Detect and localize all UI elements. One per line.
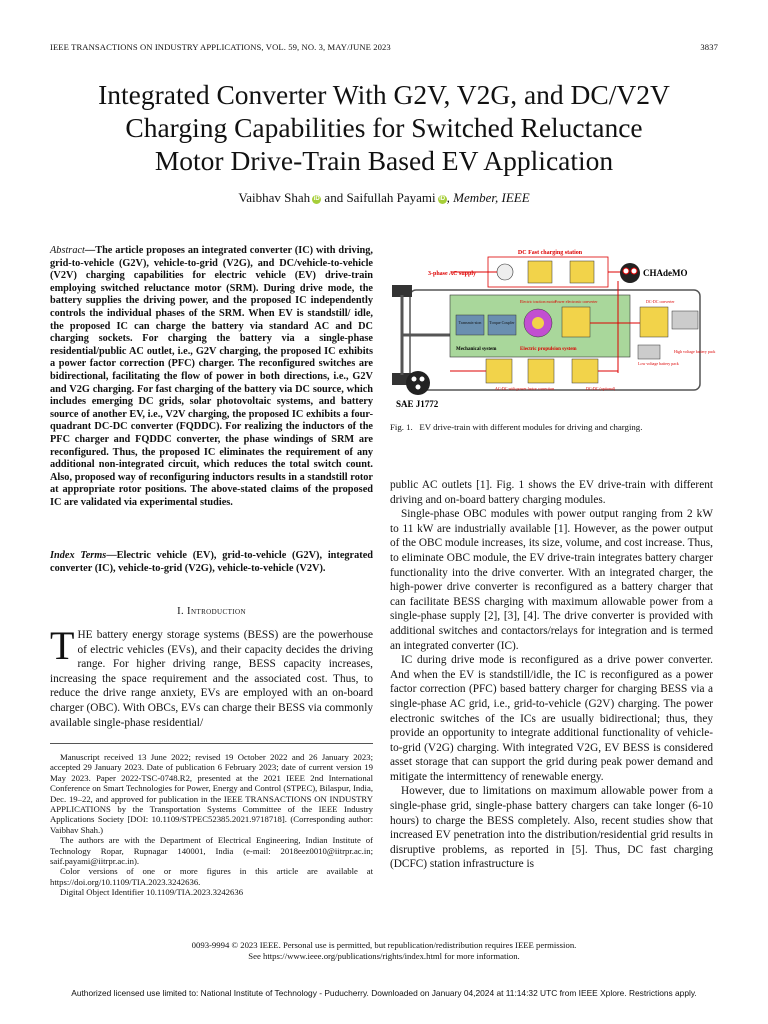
figure-label: Transmis-sion — [458, 320, 482, 325]
copyright-line: 0093-9994 © 2023 IEEE. Personal use is permitted, but republication/redistribution requires IEEE permission. — [191, 940, 577, 950]
title-line: Integrated Converter With G2V, V2G, and DC/V2V — [98, 79, 670, 110]
intro-paragraph — [50, 623, 373, 730]
index-terms — [50, 550, 373, 575]
author-name[interactable]: Saifullah Payami — [346, 190, 436, 205]
figure-label: Electric traction motor — [519, 299, 557, 304]
intro-text: battery energy storage systems (BESS) are the powerhouse of electric vehicles (EVs), and their capacity decides the driving range. For higher driving range, BESS capacity increases, increasing the space requirement and the associated cost. Thus, to reduce the drive range anxiety, EVs are employed with an on-board charger (OBC). With OBCs, EVs can charge their BESS via commonly available single-phase residential/ — [50, 629, 373, 729]
section-title: Introduction — [187, 606, 246, 617]
index-terms-text: —Electric vehicle (EV), grid-to-vehicle (G2V), integrated converter (IC), vehicle-to-grid (V2G), vehicle-to-vehicle (V2V). — [50, 550, 374, 574]
author-membership: , Member, IEEE — [446, 190, 530, 205]
figure-label: Torque Coupler — [489, 320, 515, 325]
intro-first-word: HE — [77, 629, 93, 641]
figure-caption-label: Fig. 1. — [390, 422, 413, 432]
footnote: Digital Object Identifier 10.1109/TIA.2023.3242636 — [60, 887, 244, 898]
copyright-line[interactable]: See https://www.ieee.org/publications/rights/index.html for more information. — [248, 951, 520, 961]
figure-label: Electric propulsion system — [520, 347, 577, 352]
figure-label: Power electronic converter — [554, 299, 598, 304]
section-number: I. — [177, 606, 185, 617]
paragraph: Single-phase OBC modules with power output ranging from 2 kW to 11 kW are industrially available [1]. However, as the power output of the OBC module increases, its size, volume, and cost increase. Thus, to eliminate OBC module, the EV drive-train integrates battery charger functionality into the drive converter. With an integrated charger, the high-power drive converter is reconfigured as a battery charger that can facilitate BESS charging with maximum allowable power from a single-phase supply [2], [3], [4]. The drive converter is provided with additional switches and contactors/relays for integration and is termed an integrated converter (IC). — [390, 508, 713, 652]
index-terms-label: Index Terms — [50, 550, 107, 561]
author-name[interactable]: Vaibhav Shah — [238, 190, 311, 205]
paragraph: public AC outlets [1]. Fig. 1 shows the EV drive-train with different driving and on-board battery charging modules. — [390, 479, 713, 506]
journal-header: IEEE TRANSACTIONS ON INDUSTRY APPLICATIONS, VOL. 59, NO. 3, MAY/JUNE 2023 — [50, 42, 391, 52]
figure-label: DC-DC (optional) — [586, 386, 616, 391]
figure-label: DC-DC converter — [646, 299, 675, 304]
page-number: 3837 — [700, 42, 718, 52]
license-notice: Authorized licensed use limited to: National Institute of Technology - Puducherry. Downloaded on January 04,2024 at 11:14:32 UTC from IEEE Xplore. Restrictions apply. — [71, 988, 697, 998]
figure-label: Mechanical system — [456, 347, 497, 352]
title-line: Motor Drive-Train Based EV Application — [154, 145, 614, 176]
author-line — [40, 190, 728, 206]
footnotes — [50, 752, 373, 898]
abstract-label: Abstract — [50, 245, 85, 256]
paragraph: IC during drive mode is reconfigured as a drive power converter. And when the EV is standstill/idle, the IC is reconfigured as a power factor correction (PFC) based battery charger for charging BESS via a single-phase AC grid, i.e., grid-to-vehicle (G2V) charging. The power electronic switches of the ICs are usually bidirectional; thus, they provide an opportunity to integrate additional functionality of vehicle-to-grid (V2G) charging. With integrated V2G, EV BESS is considered asset storage that can support the grid during peak power demand and mitigate the intermittency of renewable energy. — [390, 654, 713, 783]
figure-label: AC-DC with power factor correction — [495, 386, 555, 391]
paper-title — [40, 78, 728, 177]
figure-caption-text: EV drive-train with different modules for driving and charging. — [419, 422, 643, 432]
drop-cap: T — [50, 623, 75, 668]
figure-label: SAE J1772 — [396, 399, 439, 409]
section-heading — [50, 606, 373, 617]
footnote: The authors are with the Department of Electrical Engineering, Indian Institute of Technology Ropar, Rupnagar 140001, India (e-mail: 2018eez0010@iitrpr.ac.in; saif.payami@iitrpr.ac.in). — [50, 835, 373, 867]
footnote-divider — [50, 743, 373, 744]
author-separator: and — [321, 190, 347, 205]
abstract — [50, 245, 373, 509]
orcid-icon[interactable]: iD — [313, 196, 320, 202]
footnote: Color versions of one or more figures in this article are available at https://doi.org/10.1109/TIA.2023.3242636. — [50, 866, 373, 887]
figure-caption — [390, 422, 642, 432]
title-line: Charging Capabilities for Switched Reluctance — [125, 112, 643, 143]
footnote: Manuscript received 13 June 2022; revised 19 October 2022 and 26 January 2023; accepted 29 January 2023. Date of publication 6 February 2023; date of current version 19 May 2023. Paper 2022-TSC-0748.R2, presented at the 2021 IEEE 2nd International Conference on Smart Technologies for Power, Energy and Control (STPEC), Bilaspur, India, Dec. 19–22, and approved for publication in the IEEE TRANSACTIONS ON INDUSTRY APPLICATIONS by the Transportation Systems Committee of the IEEE Industry Applications Society [DOI: 10.1109/STPEC52385.2021.9718718]. (Corresponding author: Vaibhav Shah.) — [50, 752, 373, 835]
figure-label: DC Fast charging station — [517, 250, 583, 256]
paragraph: However, due to limitations on maximum allowable power from a single-phase grid, single-phase battery chargers can take longer (6-10 hours) to charge the BESS completely. Also, recent studies show that increased EV penetration into the distribution/residential grid results in disruptive problems, as reported in [5]. Thus, DC fast charging (DCFC) station infrastructure is — [390, 785, 713, 871]
orcid-icon[interactable]: iD — [439, 196, 446, 202]
figure-label: 3-phase AC supply — [428, 271, 477, 277]
figure-label: High voltage battery pack — [674, 349, 716, 354]
copyright-notice — [40, 940, 728, 962]
figure-ev-drivetrain — [390, 245, 720, 415]
abstract-text: —The article proposes an integrated converter (IC) with driving, grid-to-vehicle (G2V), vehicle-to-grid (V2G), and DC/vehicle-to-vehicle (V2V) charging capabilities for electric vehicle (EV) drive-train employing switched reluctance motor (SRM). During drive mode, the battery supplies the driving power, and the proposed IC independently controls the individual phases of the SRM. When EV is standstill/ idle, the proposed IC can charge the battery via standard AC and DC charging sockets. For charging the battery via a single-phase residential/public AC outlet, i.e., G2V charging, the proposed IC exhibits a power factor correction (PFC) charger. The reconfigured switches are bidirectional, facilitating the flow of power in both directions, i.e., G2V and V2G charging. For fast charging of the battery via DC source, which includes emerging DC grids, solar photovoltaic systems, and battery source of another EV, i.e., V2V charging, the proposed IC exhibits a four-quadrant DC-DC converter (FQDDC). For realizing the inductors of the PFC charger and FQDDC converter, the phase windings of SRM are reconfigured. Thus, the proposed IC eliminates the requirement of any additional non-integrated circuit, which reduces the total switch count. Also, proposed way of reconfiguring inductors results in a standstill rotor at appropriate rotor positions. The above-stated claims of the proposed IC are validated via experimental studies. — [50, 245, 373, 508]
figure-label: Low voltage battery pack — [638, 361, 679, 366]
right-column-text — [390, 478, 713, 872]
figure-label: CHAdeMO — [643, 268, 688, 278]
